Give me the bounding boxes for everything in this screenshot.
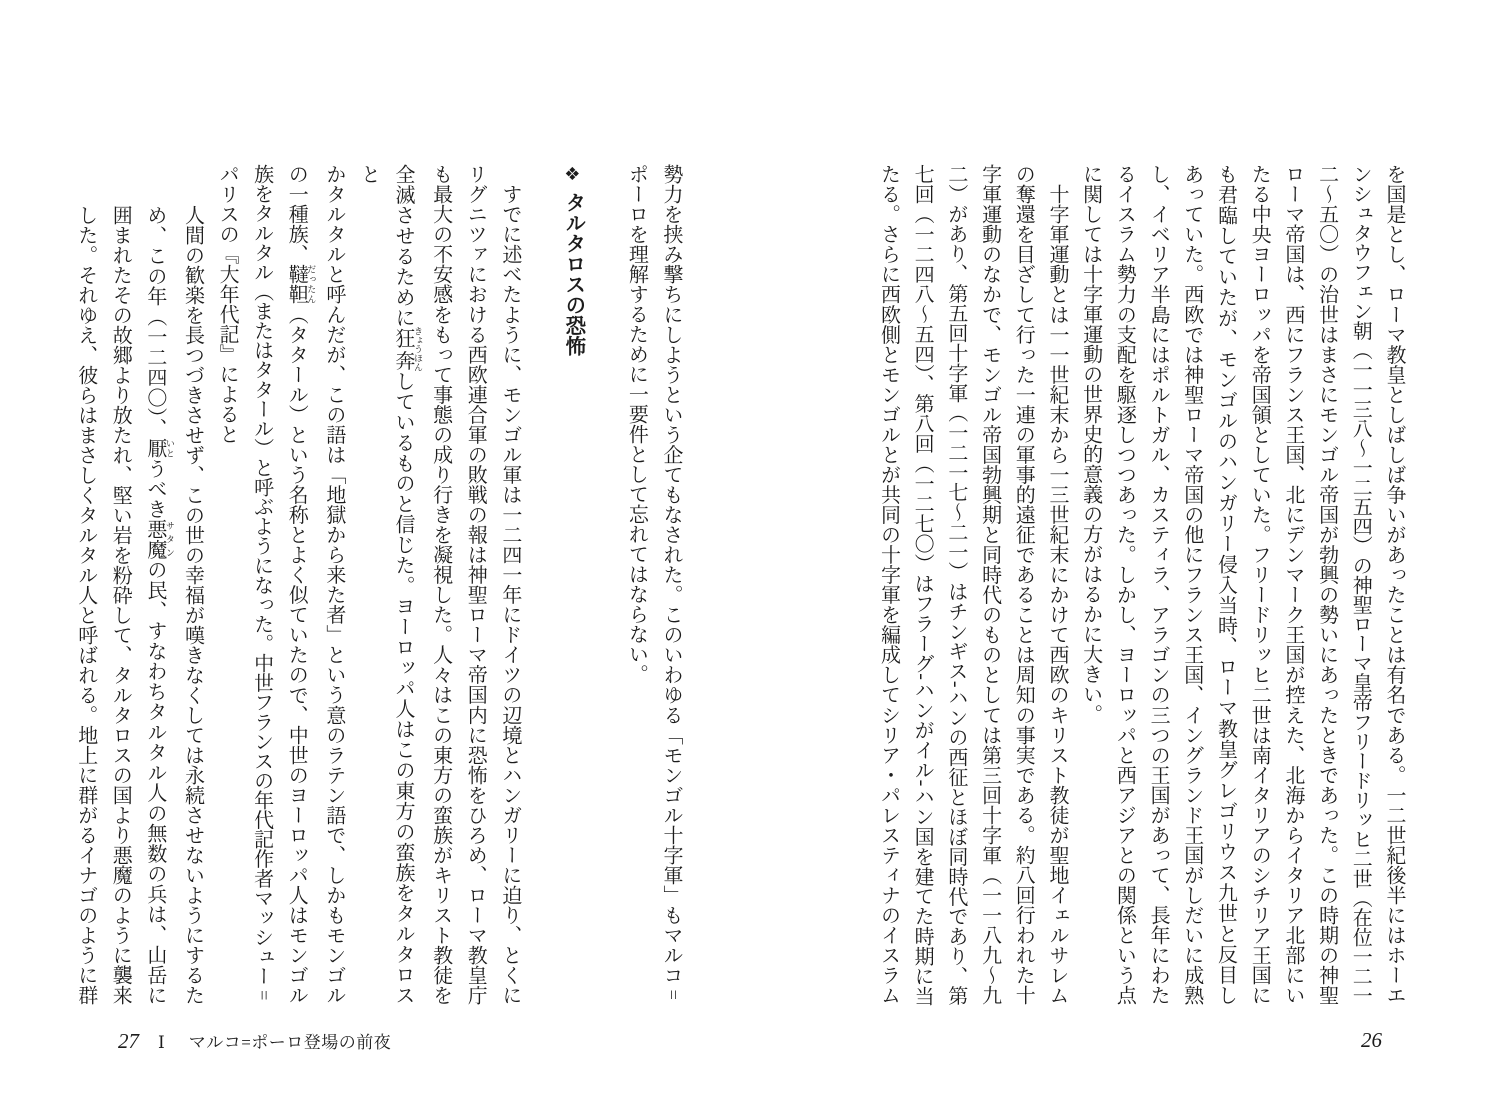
page-27-text (68, 164, 688, 1005)
text-column: を国是とし、ローマ教皇としばしば争いがあったことは有名である。一二世紀後半にはホーエ (1383, 164, 1405, 1005)
section-heading-text: タルタロスの恐怖 (561, 192, 585, 356)
text-column: かタルタルと呼んだが、この語は「地獄から来た者」という意のラテン語で、しかもモンゴル (322, 164, 345, 1005)
text-column: め、この年（一二四〇）、厭 いとうべき悪魔 サタンの民、すなわちタルタル人の無数の兵は、山岳に (143, 205, 175, 1006)
text-column: の奪還を目ざして行った一連の軍事的遠征であることは周知の事実である。約八回行われた十 (1012, 164, 1035, 1005)
page-number-27: 27 (118, 1029, 139, 1053)
chapter-title: マルコ=ポーロ登場の前夜 (188, 1033, 392, 1052)
section-heading (553, 164, 593, 1005)
diamond-icon: ❖ (562, 164, 583, 185)
text-column: すでに述べたように、モンゴル軍は一二四一年にドイツの辺境とハンガリーに迫り、とくに (498, 164, 521, 1005)
chapter-marker: Ⅰ (158, 1033, 165, 1052)
text-column: も最大の不安感をもって事態の成り行きを凝視した。人々はこの東方の蛮族がキリスト教徒を (429, 164, 452, 1005)
text-column: した。それゆえ、彼らはまさしくタルタル人と呼ばれる。地上に群がるイナゴのように群 (74, 205, 97, 1005)
text-column: ポーロを理解するために一要件として忘れてはならない。 (625, 164, 648, 684)
section-body (209, 164, 526, 1005)
text-column: の一種族、韃靼 だったん（タタール）という名称とよく似ていたので、中世のヨーロッパ人はモンゴル (285, 164, 317, 1006)
text-column: リグニツァにおける西欧連合軍の敗戦の報は神聖ローマ帝国内に恐怖をひろめ、ローマ教皇庁 (464, 164, 487, 1005)
text-column: ローマ帝国は、西にフランス王国、北にデンマーク王国が控えた、北海からイタリア北部にい (1281, 164, 1304, 1005)
page-26-footer (1361, 1028, 1382, 1053)
text-column: あっていた。西欧では神聖ローマ帝国の他にフランス王国、イングランド王国がしだいに成熟 (1180, 164, 1203, 1005)
text-column: ンシュタウフェン朝（一一三八～一二五四）の神聖ローマ皇帝フリードリッヒ二世（在位一二一 (1349, 164, 1372, 1005)
page-number-26: 26 (1361, 1028, 1382, 1052)
text-column: 囲まれたその故郷より放たれ、堅い岩を粉砕して、タルタロスの国より悪魔のように襲来 (109, 205, 132, 1005)
text-column: 族をタルタル（またはタタール）と呼ぶようになった。中世フランスの年代記作者マッシュー゠ (250, 164, 273, 1005)
text-column: 二）があり、第五回十字軍（一二一七～二一）はチンギス‐ハンの西征とほぼ同時代であり、第 (944, 164, 967, 1005)
text-column: たる。さらに西欧側とモンゴルとが共同の十字軍を編成してシリア・パレスティナのイスラム (877, 164, 900, 1005)
text-column: るイスラム勢力の支配を駆逐しつつあった。しかし、ヨーロッパと西アジアとの関係という点 (1113, 164, 1136, 1005)
text-column: 全滅させるために狂奔 きょうほんしているものと信じた。ヨーロッパ人はこの東方の蛮族をタルタロスと (357, 164, 424, 1006)
text-column: 二～五〇）の治世はまさにモンゴル帝国が勃興の勢いにあったときであった。この時期の神聖 (1315, 164, 1338, 1005)
text-column: 七回（一二四八～五四）、第八回（一二七〇）はフラーグ‐ハンがイル‐ハン国を建てた時期に当 (911, 164, 934, 1005)
text-column: パリスの『大年代記』によると (216, 164, 239, 444)
text-column: も君臨していたが、モンゴルのハンガリー侵入当時、ローマ教皇グレゴリウス九世と反目し (1214, 164, 1237, 1005)
text-column: に関しては十字軍運動の世界史的意義の方がはるかに大きい。 (1079, 164, 1102, 724)
text-column: たる中央ヨーロッパを帝国領としていた。フリードリッヒ二世は南イタリアのシチリア王国に (1248, 164, 1271, 1006)
text-column: し、イベリア半島にはポルトガル、カスティラ、アラゴンの三つの王国があって、長年にわた (1147, 164, 1170, 1005)
page-26-text (871, 164, 1410, 1005)
text-column: 字軍運動のなかで、モンゴル帝国勃興期と同時代のものとしては第三回十字軍（一一八九～九 (978, 164, 1001, 1005)
block-quote (68, 164, 209, 1005)
page-27-footer (118, 1028, 391, 1054)
text-column: 十字軍運動とは一一世紀末から一三世紀末にかけて西欧のキリスト教徒が聖地イェルサレム (1045, 164, 1068, 1005)
text-column: 人間の歓楽を長つづきさせず、この世の幸福が嘆きなくしては永続させないようにするた (181, 205, 204, 1005)
text-column: 勢力を挟み撃ちにしようという企てもなされた。このいわゆる「モンゴル十字軍」もマルコ゠ (660, 164, 682, 1005)
paragraph-continuation (619, 164, 688, 1005)
